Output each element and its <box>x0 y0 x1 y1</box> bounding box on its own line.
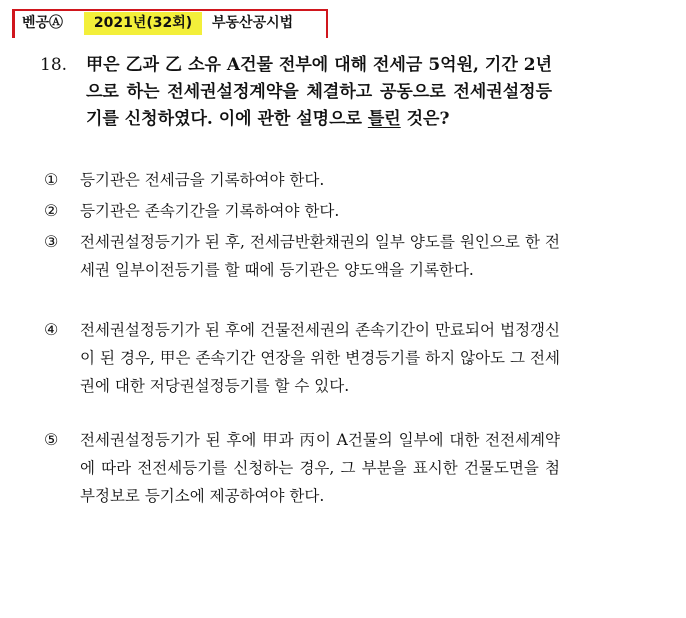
option-1-mark: ① <box>44 170 59 189</box>
option-2-text: 등기관은 존속기간을 기록하여야 한다. <box>80 202 340 220</box>
option-5-mark: ⑤ <box>44 430 59 449</box>
option-2[interactable] <box>44 197 564 225</box>
question-emphasis: 틀린 <box>367 109 401 129</box>
question-text-after: 것은? <box>400 109 450 129</box>
option-5[interactable] <box>44 426 564 538</box>
option-3-mark: ③ <box>44 232 59 251</box>
option-2-mark: ② <box>44 201 59 220</box>
header-subject: 부동산공시법 <box>212 15 294 31</box>
option-1-text: 등기관은 전세금을 기록하여야 한다. <box>80 171 325 189</box>
option-4-mark: ④ <box>44 320 59 339</box>
option-3[interactable] <box>44 228 564 312</box>
question-text-before: 甲은 乙과 乙 소유 A건물 전부에 대해 전세금 5억원, 기간 2년으로 하는 전세권설정계약을 체결하고 공동으로 전세권설정등기를 신청하였다. 이에 관한 설명으로 <box>86 55 552 129</box>
question-text <box>86 52 552 133</box>
option-4[interactable] <box>44 316 564 428</box>
option-1[interactable] <box>44 166 564 194</box>
option-4-text: 전세권설정등기가 된 후에 건물전세권의 존속기간이 만료되어 법정갱신이 된 경우, 甲은 존속기간 연장을 위한 변경등기를 하지 않아도 그 전세권에 대한 저당권설정등기를 할 수 있다. <box>80 321 560 395</box>
question-number: 18. <box>40 55 68 75</box>
header-year: 2021년(32회) <box>84 12 202 35</box>
option-5-text: 전세권설정등기가 된 후에 甲과 丙이 A건물의 일부에 대한 전전세계약에 따라 전전세등기를 신청하는 경우, 그 부분을 표시한 건물도면을 첨부정보로 등기소에 제공하여야 한다. <box>80 431 560 505</box>
header-brand: 벤공Ⓐ <box>22 15 64 31</box>
option-3-text: 전세권설정등기가 된 후, 전세금반환채권의 일부 양도를 원인으로 한 전세권 일부이전등기를 할 때에 등기관은 양도액을 기록한다. <box>80 233 560 279</box>
